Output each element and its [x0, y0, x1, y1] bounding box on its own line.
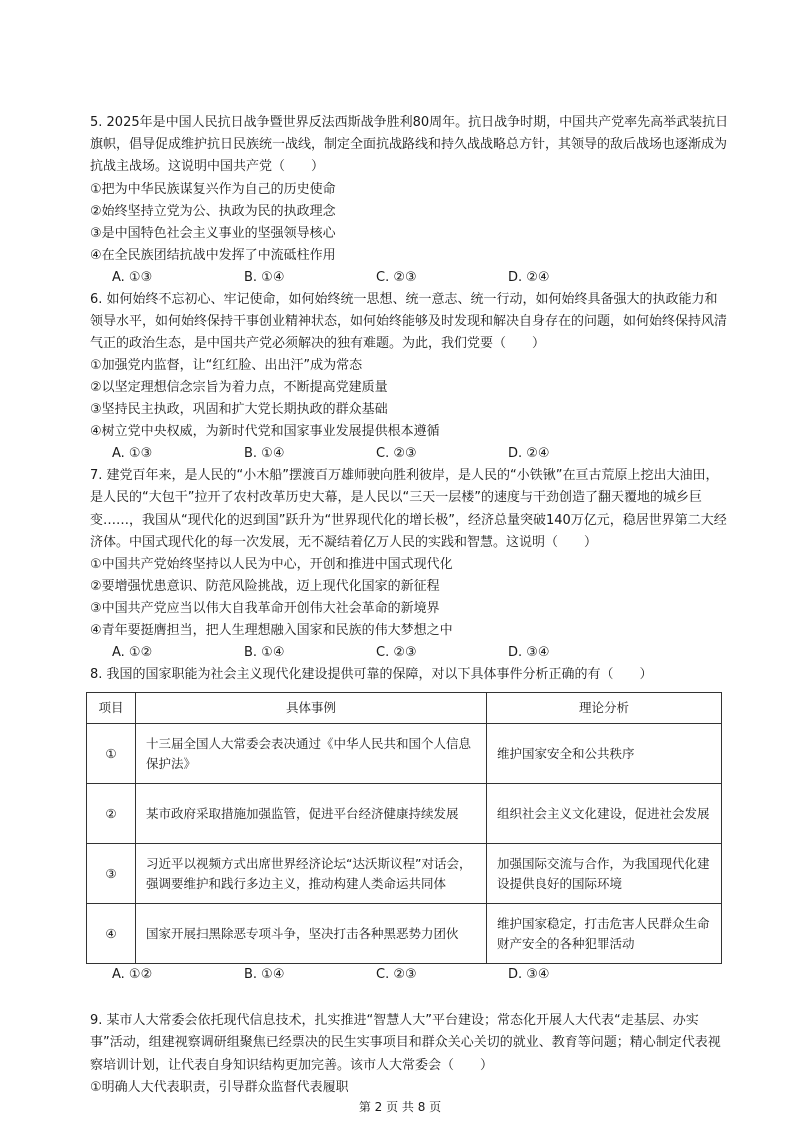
question-8-stem: 8. 我国的国家职能为社会主义现代化建设提供可靠的保障，对以下具体事件分析正确的有（ ）: [90, 667, 653, 683]
question-5-option-4: ④在全民族团结抗战中发挥了中流砥柱作用: [90, 247, 336, 263]
table-row: [87, 844, 722, 904]
choice-d: D. ③④: [508, 645, 550, 661]
spacer: [90, 986, 730, 1010]
question-7-stem: 7. 建党百年来，是人民的“小木船”摆渡百万雄师驶向胜利彼岸，是人民的“小铁锹”在亘古荒原上挖出大油田，是人民的“大包干”拉开了农村改革历史大幕，是人民以“三天一层楼”的速度与干劲创造了翻天覆地的城乡巨变……，我国从“现代化的迟到国”跃升为“世界现代化的增长极”，经济总量突破140万亿元，稳居世界第二大经济体。中国式现代化的每一次发展，无不凝结着亿万人民的实践和智慧。这说明（ ）: [90, 468, 727, 550]
table-cell-item: ②: [87, 784, 136, 844]
table-cell-example: 某市政府采取措施加强监管，促进平台经济健康持续发展: [136, 784, 487, 844]
question-8-table: [86, 692, 722, 964]
choice-c: C. ②③: [376, 967, 417, 983]
question-6-option-3: ③坚持民主执政，巩固和扩大党长期执政的群众基础: [90, 402, 388, 418]
choice-c: C. ②③: [376, 446, 417, 462]
question-7-option-3: ③中国共产党应当以伟大自我革命开创伟大社会革命的新境界: [90, 601, 440, 617]
choice-d: D. ③④: [508, 967, 550, 983]
choice-d: D. ②④: [508, 269, 550, 285]
question-6-option-1: ①加强党内监督，让“红红脸、出出汗”成为常态: [90, 358, 363, 374]
table-cell-item: ①: [87, 724, 136, 784]
choice-b: B. ①④: [244, 269, 285, 285]
choice-a: A. ①③: [112, 269, 153, 285]
table-cell-example: 习近平以视频方式出席世界经济论坛“达沃斯议程”对话会，强调要维护和践行多边主义，推动构建人类命运共同体: [136, 844, 487, 904]
choice-a: A. ①②: [112, 645, 153, 661]
question-9: [90, 1010, 730, 1099]
choice-c: C. ②③: [376, 269, 417, 285]
table-cell-example: 十三届全国人大常委会表决通过《中华人民共和国个人信息保护法》: [136, 724, 487, 784]
table-cell-analysis: 加强国际交流与合作，为我国现代化建设提供良好的国际环境: [487, 844, 722, 904]
question-5: [90, 112, 730, 289]
question-5-choices: [90, 267, 730, 289]
question-9-stem: 9. 某市人大常委会依托现代信息技术，扎实推进“智慧人大”平台建设；常态化开展人大代表“走基层、办实事”活动，组建视察调研组聚焦已经票决的民生实事项目和群众关心关切的就业、教育等问题；精心制定代表视察培训计划，让代表自身知识结构更加完善。该市人大常委会（ ）: [90, 1013, 721, 1073]
table-row: [87, 784, 722, 844]
choice-a: A. ①③: [112, 446, 153, 462]
question-5-option-3: ③是中国特色社会主义事业的坚强领导核心: [90, 225, 336, 241]
question-7-option-1: ①中国共产党始终坚持以人民为中心，开创和推进中国式现代化: [90, 557, 453, 573]
choice-c: C. ②③: [376, 645, 417, 661]
choice-b: B. ①④: [244, 645, 285, 661]
question-9-option-1: ①明确人大代表职责，引导群众监督代表履职: [90, 1079, 349, 1095]
table-cell-analysis: 组织社会主义文化建设，促进社会发展: [487, 784, 722, 844]
question-7-choices: [90, 642, 730, 664]
table-cell-item: ④: [87, 904, 136, 964]
table-header-analysis: 理论分析: [487, 693, 722, 724]
question-5-stem: 5. 2025年是中国人民抗日战争暨世界反法西斯战争胜利80周年。抗日战争时期，中国共产党率先高举武装抗日旗帜，倡导促成维护抗日民族统一战线，制定全面抗战路线和持久战战略总方针，其领导的敌后战场也逐渐成为抗战主战场。这说明中国共产党（ ）: [90, 115, 729, 175]
page-number-footer: 第 2 页 共 8 页: [358, 1100, 442, 1114]
question-6-option-2: ②以坚定理想信念宗旨为着力点，不断提高党建质量: [90, 380, 388, 396]
question-5-option-1: ①把为中华民族谋复兴作为自己的历史使命: [90, 181, 336, 197]
question-6-stem: 6. 如何始终不忘初心、牢记使命，如何始终统一思想、统一意志、统一行动，如何始终具备强大的执政能力和领导水平，如何始终保持干事创业精神状态，如何始终能够及时发现和解决自身存在的问题，如何始终保持风清气正的政治生态，是中国共产党必须解决的独有难题。为此，我们党要（ ）: [90, 291, 728, 352]
choice-b: B. ①④: [244, 967, 285, 983]
table-cell-example: 国家开展扫黑除恶专项斗争，坚决打击各种黑恶势力团伙: [136, 904, 487, 964]
choice-b: B. ①④: [244, 446, 285, 462]
question-6-choices: [90, 443, 730, 465]
question-7-option-2: ②要增强忧患意识、防范风险挑战，迈上现代化国家的新征程: [90, 579, 440, 595]
choice-a: A. ①②: [112, 967, 153, 983]
question-8-choices: [90, 964, 730, 986]
table-header-row: [87, 693, 722, 724]
choice-d: D. ②④: [508, 446, 550, 462]
question-5-option-2: ②始终坚持立党为公、执政为民的执政理念: [90, 203, 336, 219]
table-cell-analysis: 维护国家稳定，打击危害人民群众生命财产安全的各种犯罪活动: [487, 904, 722, 964]
table-row: [87, 724, 722, 784]
question-8: [90, 664, 730, 986]
table-cell-item: ③: [87, 844, 136, 904]
table-cell-analysis: 维护国家安全和公共秩序: [487, 724, 722, 784]
question-6: [90, 289, 730, 466]
question-7: [90, 465, 730, 664]
question-7-option-4: ④青年要挺膺担当，把人生理想融入国家和民族的伟大梦想之中: [90, 623, 453, 639]
table-header-example: 具体事例: [136, 693, 487, 724]
question-6-option-4: ④树立党中央权威，为新时代党和国家事业发展提供根本遵循: [90, 424, 440, 440]
exam-page: [90, 112, 730, 1099]
table-row: [87, 904, 722, 964]
table-header-item: 项目: [87, 693, 136, 724]
